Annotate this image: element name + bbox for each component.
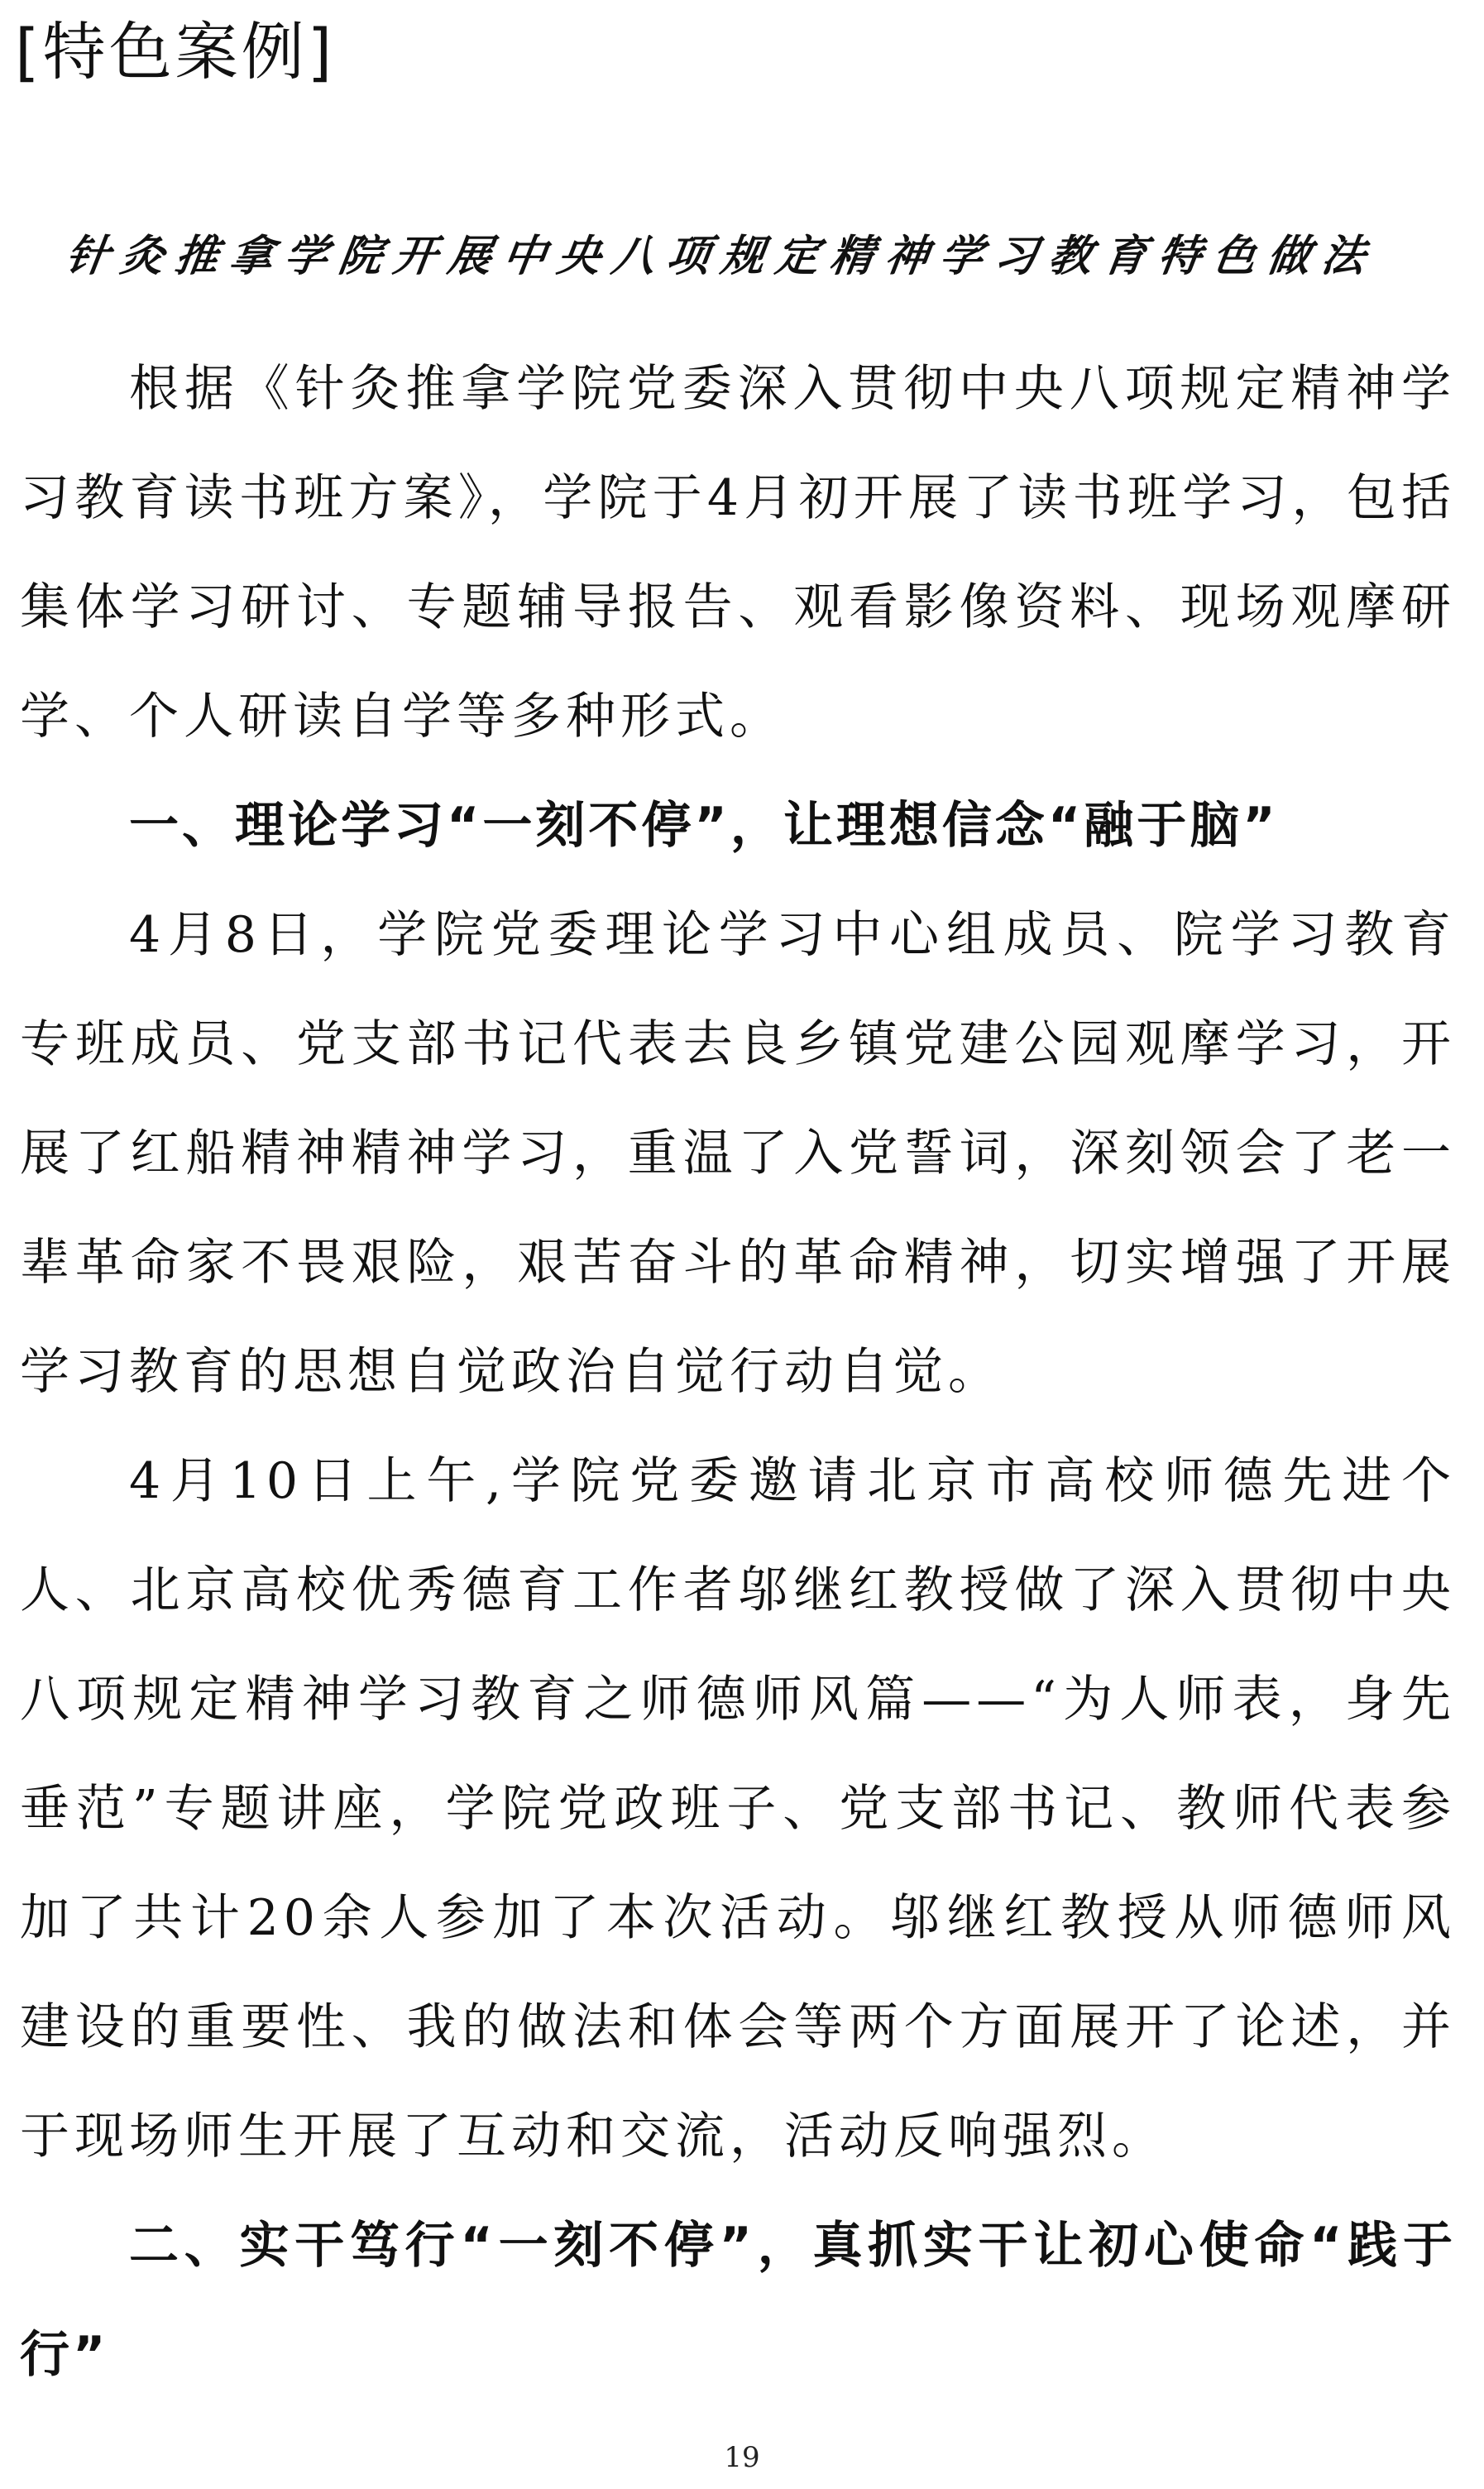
body-paragraph: 4月10日上午,学院党委邀请北京市高校师德先进个人、北京高校优秀德育工作者邬继红教授做了深入贯彻中央八项规定精神学习教育之师德师风篇——“为人师表，身先垂范”专题讲座，学院党政班子、党支部书记、教师代表参加了共计20余人参加了本次活动。邬继红教授从师德师风建设的重要性、我的做法和体会等两个方面展开了论述，并于现场师生开展了互动和交流，活动反响强烈。 [20, 1452, 1456, 2165]
intro-paragraph: 根据《针灸推拿学院党委深入贯彻中央八项规定精神学习教育读书班方案》，学院于4月初开展了读书班学习，包括集体学习研讨、专题辅导报告、观看影像资料、现场观摩研学、个人研读自学等多种形式。 [20, 360, 1456, 746]
section-tag: [特色案例] [15, 15, 336, 89]
document-title: 针灸推拿学院开展中央八项规定精神学习教育特色做法 [62, 231, 1381, 281]
section-heading-2: 二、实干笃行“一刻不停”，真抓实干让初心使命“践于行” [20, 2217, 1456, 2384]
section-heading-1: 一、理论学习“一刻不停”，让理想信念“融于脑” [129, 797, 1279, 855]
page-number: 19 [724, 2441, 760, 2474]
body-paragraph: 4月8日，学院党委理论学习中心组成员、院学习教育专班成员、党支部书记代表去良乡镇党建公园观摩学习，开展了红船精神精神学习，重温了入党誓词，深刻领会了老一辈革命家不畏艰险，艰苦奋斗的革命精神，切实增强了开展学习教育的思想自觉政治自觉行动自觉。 [20, 906, 1456, 1401]
document-body [20, 334, 1456, 2410]
